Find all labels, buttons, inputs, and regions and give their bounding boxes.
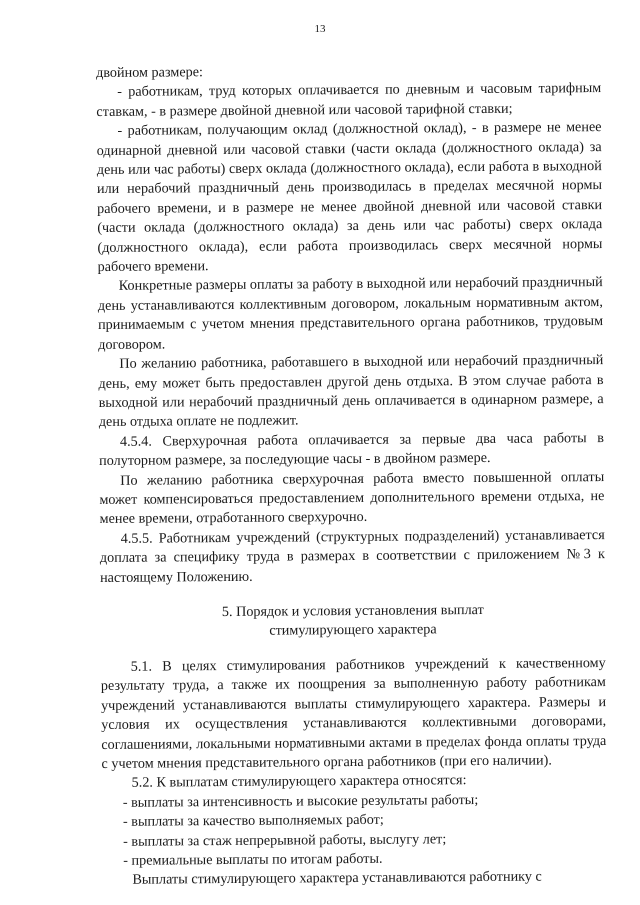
list-item: - выплаты за интенсивность и высокие результаты работы; <box>122 791 479 811</box>
paragraph: - работникам, труд которых оплачивается по дневным и часовым тарифным ставкам, - в размере двойной дневной или часовой тарифной ставки; <box>96 80 602 120</box>
paragraph: 4.5.5. Работникам учреждений (структурных подразделений) устанавливается доплата за специфику труда в размерах в соответствии с приложением №3 к настоящему Положению. <box>99 526 605 586</box>
section-heading-line: стимулирующего характера <box>269 621 437 639</box>
list-item: - выплаты за стаж непрерывной работы, выслугу лет; <box>123 830 447 850</box>
section-heading <box>100 600 605 642</box>
paragraph: Выплаты стимулирующего характера устанавливаются работнику с <box>132 868 542 889</box>
paragraph: двойном размере: <box>96 64 203 81</box>
paragraph: - работникам, получающим оклад (должностной оклад), - в размере не менее одинарной дневной или часовой ставки (части оклада (должностного оклада) за день или час работы) сверх оклада (должностного оклада), если работа в выходной или нерабочий праздничный день производилась в пределах месячной нормы рабочего времени, и в размере не менее двойной дневной или часовой ставки (части оклада (должностного оклада) за день или час работы) сверх оклада (должностного оклада), если работа производилась сверх месячной нормы рабочего времени. <box>96 119 603 276</box>
page-number: 13 <box>314 23 326 35</box>
paragraph: По желанию работника, работавшего в выходной или нерабочий праздничный день, ему может быть предоставлен другой день отдыха. В этом случае работа в выходной или нерабочий праздничный день оплачивается в одинарном размере, а день отдыха оплате не подлежит. <box>98 352 604 431</box>
paragraph: 5.2. К выплатам стимулирующего характера относятся: <box>131 772 467 792</box>
paragraph: Конкретные размеры оплаты за работу в выходной или нерабочий праздничный день устанавливаются коллективным договором, локальным нормативным актом, принимаемым с учетом мнения представительного органа работников, трудовым договором. <box>97 274 604 353</box>
list-item: - выплаты за качество выполняемых работ; <box>122 811 384 831</box>
paragraph: По желанию работника сверхурочная работа вместо повышенной оплаты может компенсироваться предоставлением дополнительного времени отдыха, не менее времени, отработанного сверхурочно. <box>99 468 605 528</box>
paragraph: 4.5.4. Сверхурочная работа оплачивается за первые два часа работы в полуторном размере, за последующие часы - в двойном размере. <box>99 429 605 470</box>
paragraph: 5.1. В целях стимулирования работников учреждений к качественному результату труда, а также их поощрения за выполненную работу работникам учреждений устанавливаются выплаты стимулирующего характера. Размеры и условия их осуществления устанавливаются коллективными договорами, соглашениями, локальными нормативными актами в пределах фонда оплаты труда с учетом мнения представительного органа работников (при его наличии). <box>100 654 607 772</box>
section-heading-line: 5. Порядок и условия установления выплат <box>221 601 484 620</box>
list-item: - премиальные выплаты по итогам работы. <box>123 850 383 869</box>
document-body <box>96 60 607 891</box>
